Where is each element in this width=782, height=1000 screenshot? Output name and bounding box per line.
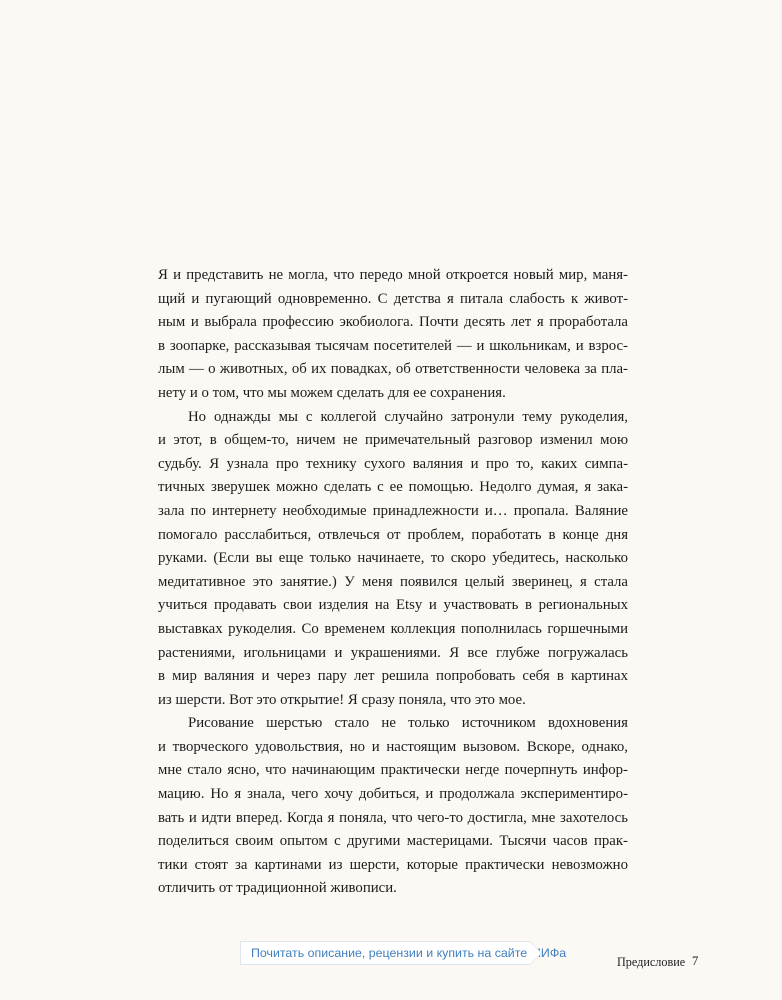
- text-line: тики стоят за картинами из шерсти, которые практически невозможно: [158, 856, 628, 873]
- text-line: нету и о том, что мы можем сделать для ее сохранения.: [158, 384, 506, 401]
- buy-on-mif-link[interactable]: Почитать описание, рецензии и купить на сайте МИФа: [240, 941, 530, 965]
- text-line: и творческого удовольствия, но и настоящим вызовом. Вскоре, однако,: [158, 738, 628, 755]
- text-line: руками. (Если вы еще только начинаете, то скоро убедитесь, насколько: [158, 550, 628, 567]
- text-line: зала по интернету необходимые принадлежности и… пропала. Валяние: [158, 502, 628, 519]
- page-number: 7: [692, 954, 699, 968]
- text-line: поделиться своим опытом с другими мастерицами. Тысячи часов прак-: [158, 833, 628, 850]
- text-line: в зоопарке, рассказывая тысячам посетителей — и школьникам, и взрос-: [158, 337, 628, 354]
- text-line: в мир валяния и через пару лет решила попробовать себя в картинах: [158, 668, 628, 685]
- text-line: и этот, в общем-то, ничем не примечательный разговор изменил мою: [158, 432, 628, 449]
- text-line: тичных зверушек можно сделать с ее помощью. Недолго думая, я зака-: [158, 479, 628, 496]
- text-line: мне стало ясно, что начинающим практически негде почерпнуть инфор-: [158, 762, 628, 779]
- text-line: мацию. Но я знала, чего хочу добиться, и продолжала экспериментиро-: [158, 786, 628, 803]
- running-footer-section: Предисловие: [617, 955, 686, 969]
- text-line: судьбу. Я узнала про технику сухого валяния и про то, каких симпа-: [158, 455, 628, 472]
- text-line: щий и пугающий одновременно. С детства я питала слабость к живот-: [158, 290, 628, 307]
- text-line: растениями, игольницами и украшениями. Я все глубже погружалась: [158, 644, 628, 661]
- text-line: вать и идти вперед. Когда я поняла, что чего-то достигла, мне захотелось: [158, 809, 628, 826]
- text-line: Я и представить не могла, что передо мной откроется новый мир, маня-: [158, 267, 628, 283]
- text-line: Рисование шерстью стало не только источником вдохновения: [188, 715, 628, 732]
- text-line: учиться продавать свои изделия на Etsy и участвовать в региональных: [158, 597, 628, 614]
- text-line: помогало расслабиться, отвлечься от проблем, поработать в конце дня: [158, 526, 628, 543]
- preface-text: [158, 264, 628, 901]
- text-line: медитативное это занятие.) У меня появился целый зверинец, я стала: [158, 573, 628, 590]
- text-line: лым — о животных, об их повадках, об ответственности человека за пла-: [158, 361, 628, 378]
- text-line: Но однажды мы с коллегой случайно затронули тему рукоделия,: [188, 408, 628, 425]
- text-line: ным и выбрала профессию экобиолога. Почти десять лет я проработала: [158, 314, 628, 331]
- text-line: отличить от традиционной живописи.: [158, 880, 397, 897]
- text-line: выставках рукоделия. Со временем коллекция пополнилась горшечными: [158, 620, 628, 637]
- text-line: из шерсти. Вот это открытие! Я сразу поняла, что это мое.: [158, 691, 526, 708]
